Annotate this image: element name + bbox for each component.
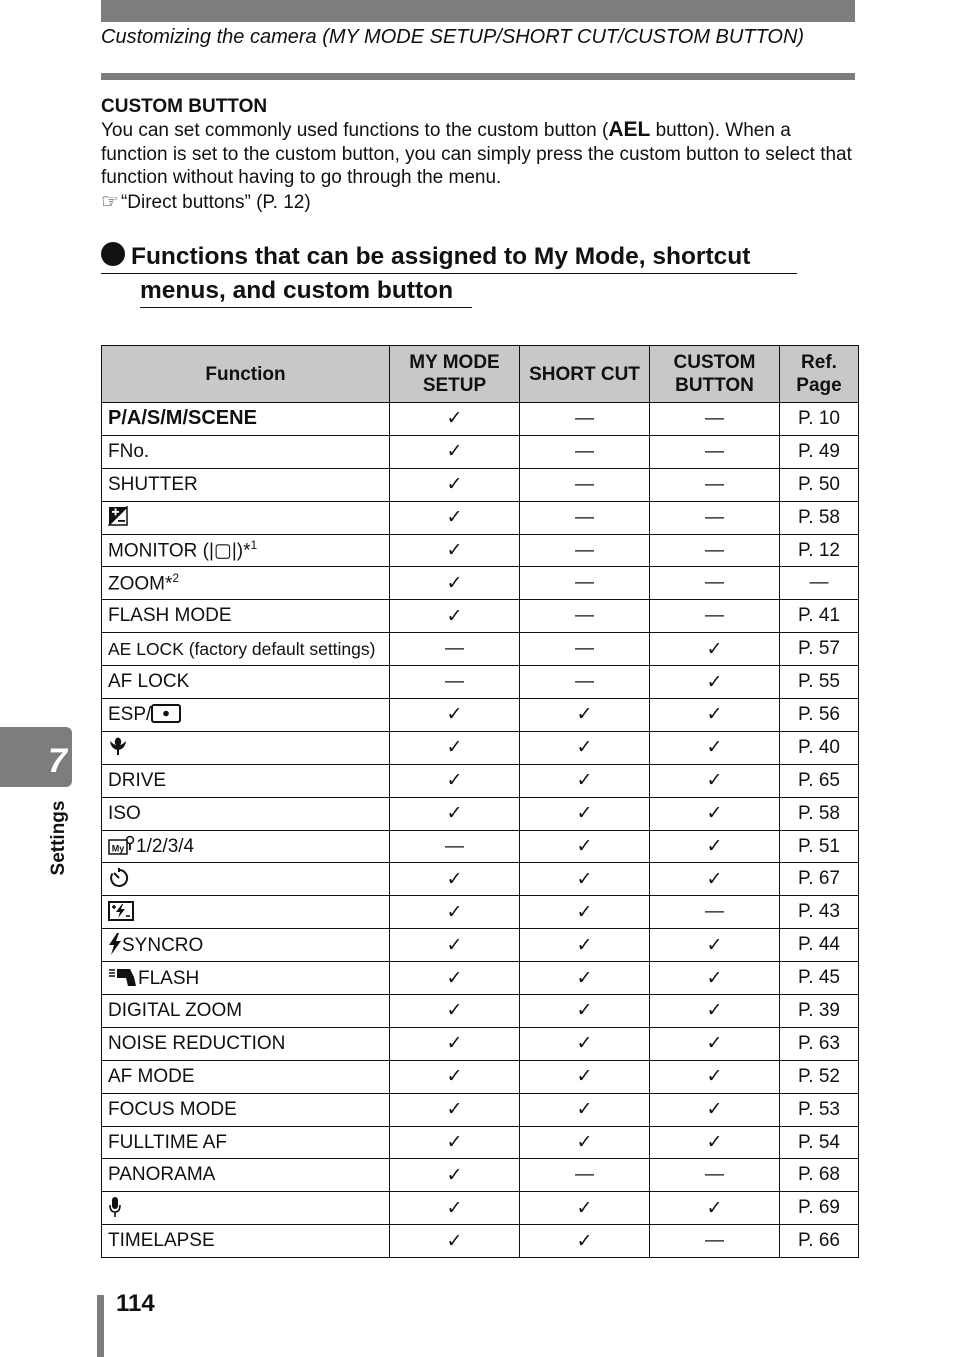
my-mode-cell: ✓ — [390, 863, 520, 896]
custom-cell: ✓ — [650, 830, 780, 863]
ref-cell: P. 63 — [780, 1027, 859, 1060]
functions-table — [101, 345, 859, 1258]
table-row — [102, 1225, 859, 1258]
function-cell: FULLTIME AF — [102, 1126, 390, 1159]
spot-metering-icon — [151, 704, 181, 723]
ref-cell: P. 67 — [780, 863, 859, 896]
custom-cell: — — [650, 435, 780, 468]
short-cut-cell: — — [520, 567, 650, 600]
custom-cell: ✓ — [650, 1192, 780, 1225]
custom-cell: — — [650, 1225, 780, 1258]
function-cell: FOCUS MODE — [102, 1093, 390, 1126]
ref-cell: P. 49 — [780, 435, 859, 468]
ref-cell: P. 44 — [780, 929, 859, 962]
ref-cell: P. 45 — [780, 962, 859, 995]
short-cut-cell: — — [520, 600, 650, 633]
function-cell — [102, 1192, 390, 1225]
custom-cell: ✓ — [650, 1093, 780, 1126]
function-cell: AF LOCK — [102, 666, 390, 699]
my-mode-cell: ✓ — [390, 962, 520, 995]
custom-cell: ✓ — [650, 666, 780, 699]
ref-cell: P. 58 — [780, 501, 859, 534]
function-cell: TIMELAPSE — [102, 1225, 390, 1258]
table-row — [102, 962, 859, 995]
short-cut-cell: — — [520, 403, 650, 436]
table-row — [102, 1027, 859, 1060]
function-cell: SHUTTER — [102, 468, 390, 501]
function-cell: PANORAMA — [102, 1159, 390, 1192]
header-rule — [101, 73, 855, 80]
function-cell: FLASH — [102, 962, 390, 995]
table-row — [102, 863, 859, 896]
custom-cell: ✓ — [650, 764, 780, 797]
footer-bar — [97, 1295, 104, 1357]
short-cut-cell: ✓ — [520, 1060, 650, 1093]
ref-cell: P. 68 — [780, 1159, 859, 1192]
table-header-row — [102, 346, 859, 403]
table-row — [102, 1093, 859, 1126]
custom-cell: — — [650, 403, 780, 436]
self-timer-icon — [108, 867, 130, 889]
table-row — [102, 403, 859, 436]
function-cell: FNo. — [102, 435, 390, 468]
table-row — [102, 501, 859, 534]
custom-cell: ✓ — [650, 731, 780, 764]
svg-text:My: My — [111, 843, 125, 854]
microphone-icon — [108, 1196, 122, 1218]
function-cell — [102, 863, 390, 896]
short-cut-cell: — — [520, 468, 650, 501]
short-cut-cell: ✓ — [520, 699, 650, 732]
short-cut-cell: ✓ — [520, 1027, 650, 1060]
short-cut-cell: ✓ — [520, 764, 650, 797]
ref-cell: P. 43 — [780, 896, 859, 929]
ref-cell: P. 50 — [780, 468, 859, 501]
table-row — [102, 830, 859, 863]
flash-bolt-icon — [108, 933, 122, 955]
body-text-part1: You can set commonly used functions to the custom button ( — [101, 120, 609, 141]
my-mode-cell: ✓ — [390, 403, 520, 436]
short-cut-cell: ✓ — [520, 1126, 650, 1159]
short-cut-cell: ✓ — [520, 929, 650, 962]
short-cut-cell: — — [520, 633, 650, 666]
function-cell: DIGITAL ZOOM — [102, 995, 390, 1028]
my-mode-cell: ✓ — [390, 896, 520, 929]
page-number: 114 — [116, 1290, 155, 1317]
table-row — [102, 468, 859, 501]
my-mode-cell: ✓ — [390, 1225, 520, 1258]
my-mode-cell: — — [390, 633, 520, 666]
table-row — [102, 666, 859, 699]
my-mode-cell: — — [390, 830, 520, 863]
short-cut-cell: — — [520, 534, 650, 567]
custom-cell: — — [650, 468, 780, 501]
ref-cell: P. 51 — [780, 830, 859, 863]
function-cell — [102, 731, 390, 764]
my-mode-cell: ✓ — [390, 1060, 520, 1093]
function-cell: DRIVE — [102, 764, 390, 797]
function-cell: My 1/2/3/4 — [102, 830, 390, 863]
custom-cell: ✓ — [650, 797, 780, 830]
my-mode-icon — [108, 835, 136, 855]
table-row — [102, 731, 859, 764]
custom-cell: — — [650, 534, 780, 567]
short-cut-cell: ✓ — [520, 863, 650, 896]
body-text-part2: button). When a function is set to the custom button, you can simply press the custom button to select that function without having to go through the menu. — [101, 120, 852, 188]
my-mode-cell: ✓ — [390, 1159, 520, 1192]
functions-heading — [101, 240, 797, 308]
ref-cell: P. 65 — [780, 764, 859, 797]
custom-cell: ✓ — [650, 929, 780, 962]
function-cell: ISO — [102, 797, 390, 830]
header-custom-button: CUSTOM BUTTON — [650, 346, 780, 403]
short-cut-cell: ✓ — [520, 1093, 650, 1126]
my-mode-cell: ✓ — [390, 764, 520, 797]
function-cell — [102, 403, 390, 436]
ref-cell: — — [780, 567, 859, 600]
bullet-icon — [101, 242, 125, 266]
custom-cell: — — [650, 501, 780, 534]
ref-cell: P. 56 — [780, 699, 859, 732]
short-cut-cell: — — [520, 1159, 650, 1192]
header-ref-page: Ref. Page — [780, 346, 859, 403]
custom-cell: ✓ — [650, 633, 780, 666]
custom-cell: ✓ — [650, 1126, 780, 1159]
heading-line-2: menus, and custom button — [140, 274, 472, 308]
my-mode-cell: — — [390, 666, 520, 699]
mode-dial-label: P/A/S/M/SCENE — [108, 407, 257, 430]
table-row — [102, 534, 859, 567]
table-row — [102, 1060, 859, 1093]
heading-line-1-text: Functions that can be assigned to My Mode, shortcut — [131, 243, 751, 270]
page-header-title: Customizing the camera (MY MODE SETUP/SHORT CUT/CUSTOM BUTTON) — [101, 26, 805, 48]
ref-cell: P. 66 — [780, 1225, 859, 1258]
heading-line-1 — [101, 240, 797, 274]
short-cut-cell: ✓ — [520, 1225, 650, 1258]
flash-intensity-icon — [108, 901, 134, 921]
function-cell — [102, 501, 390, 534]
my-mode-cell: ✓ — [390, 600, 520, 633]
custom-cell: — — [650, 600, 780, 633]
table-row — [102, 633, 859, 666]
my-mode-cell: ✓ — [390, 1192, 520, 1225]
custom-cell: — — [650, 1159, 780, 1192]
function-cell — [102, 896, 390, 929]
short-cut-cell: ✓ — [520, 896, 650, 929]
function-cell: AE LOCK (factory default settings) — [102, 633, 390, 666]
custom-cell: — — [650, 896, 780, 929]
section-body — [101, 118, 861, 190]
table-row — [102, 1126, 859, 1159]
reference-line — [101, 189, 311, 214]
my-mode-cell: ✓ — [390, 699, 520, 732]
my-mode-cell: ✓ — [390, 797, 520, 830]
my-mode-cell: ✓ — [390, 501, 520, 534]
table-row — [102, 995, 859, 1028]
short-cut-cell: ✓ — [520, 830, 650, 863]
ref-cell: P. 54 — [780, 1126, 859, 1159]
ref-cell: P. 52 — [780, 1060, 859, 1093]
top-bar — [101, 0, 855, 22]
short-cut-cell: — — [520, 435, 650, 468]
my-mode-cell: ✓ — [390, 534, 520, 567]
exposure-compensation-icon — [108, 506, 128, 526]
short-cut-cell: ✓ — [520, 1192, 650, 1225]
my-mode-cell: ✓ — [390, 731, 520, 764]
custom-cell: ✓ — [650, 1027, 780, 1060]
table-row — [102, 1159, 859, 1192]
short-cut-cell: ✓ — [520, 995, 650, 1028]
ref-cell: P. 57 — [780, 633, 859, 666]
my-mode-cell: ✓ — [390, 567, 520, 600]
my-mode-cell: ✓ — [390, 929, 520, 962]
table-row — [102, 567, 859, 600]
table-row — [102, 1192, 859, 1225]
section-title: CUSTOM BUTTON — [101, 96, 268, 117]
ref-cell: P. 53 — [780, 1093, 859, 1126]
function-cell: AF MODE — [102, 1060, 390, 1093]
short-cut-cell: ✓ — [520, 797, 650, 830]
custom-cell: ✓ — [650, 699, 780, 732]
custom-cell: ✓ — [650, 863, 780, 896]
function-cell: ZOOM*$^2$ — [102, 567, 390, 600]
chapter-number: 7 — [48, 742, 67, 780]
external-flash-icon — [108, 967, 138, 987]
custom-cell: ✓ — [650, 1060, 780, 1093]
ref-cell: P. 69 — [780, 1192, 859, 1225]
short-cut-cell: — — [520, 501, 650, 534]
function-cell: ESP/ — [102, 699, 390, 732]
short-cut-cell: ✓ — [520, 731, 650, 764]
table-row — [102, 929, 859, 962]
ref-cell: P. 12 — [780, 534, 859, 567]
header-function: Function — [102, 346, 390, 403]
custom-cell: ✓ — [650, 995, 780, 1028]
my-mode-cell: ✓ — [390, 468, 520, 501]
header-short-cut: SHORT CUT — [520, 346, 650, 403]
ref-cell: P. 58 — [780, 797, 859, 830]
ref-cell: P. 40 — [780, 731, 859, 764]
my-mode-cell: ✓ — [390, 1126, 520, 1159]
ref-cell: P. 10 — [780, 403, 859, 436]
function-cell: SYNCRO — [102, 929, 390, 962]
reference-text: “Direct buttons” (P. 12) — [120, 192, 311, 213]
short-cut-cell: — — [520, 666, 650, 699]
chapter-label: Settings — [48, 800, 69, 876]
table-row — [102, 699, 859, 732]
custom-cell: ✓ — [650, 962, 780, 995]
table-row — [102, 797, 859, 830]
table-row — [102, 435, 859, 468]
function-cell: NOISE REDUCTION — [102, 1027, 390, 1060]
ael-button-label: AEL — [608, 118, 651, 141]
header-my-mode-setup: MY MODE SETUP — [390, 346, 520, 403]
custom-cell: — — [650, 567, 780, 600]
macro-icon — [108, 736, 128, 756]
ref-cell: P. 55 — [780, 666, 859, 699]
my-mode-cell: ✓ — [390, 1027, 520, 1060]
reference-hand-icon: ☞ — [101, 191, 119, 213]
short-cut-cell: ✓ — [520, 962, 650, 995]
function-cell: MONITOR (|▢|)*$^1$ — [102, 534, 390, 567]
ref-cell: P. 39 — [780, 995, 859, 1028]
table-row — [102, 600, 859, 633]
table-row — [102, 896, 859, 929]
ref-cell: P. 41 — [780, 600, 859, 633]
my-mode-cell: ✓ — [390, 995, 520, 1028]
my-mode-cell: ✓ — [390, 1093, 520, 1126]
table-row — [102, 764, 859, 797]
my-mode-cell: ✓ — [390, 435, 520, 468]
function-cell: FLASH MODE — [102, 600, 390, 633]
